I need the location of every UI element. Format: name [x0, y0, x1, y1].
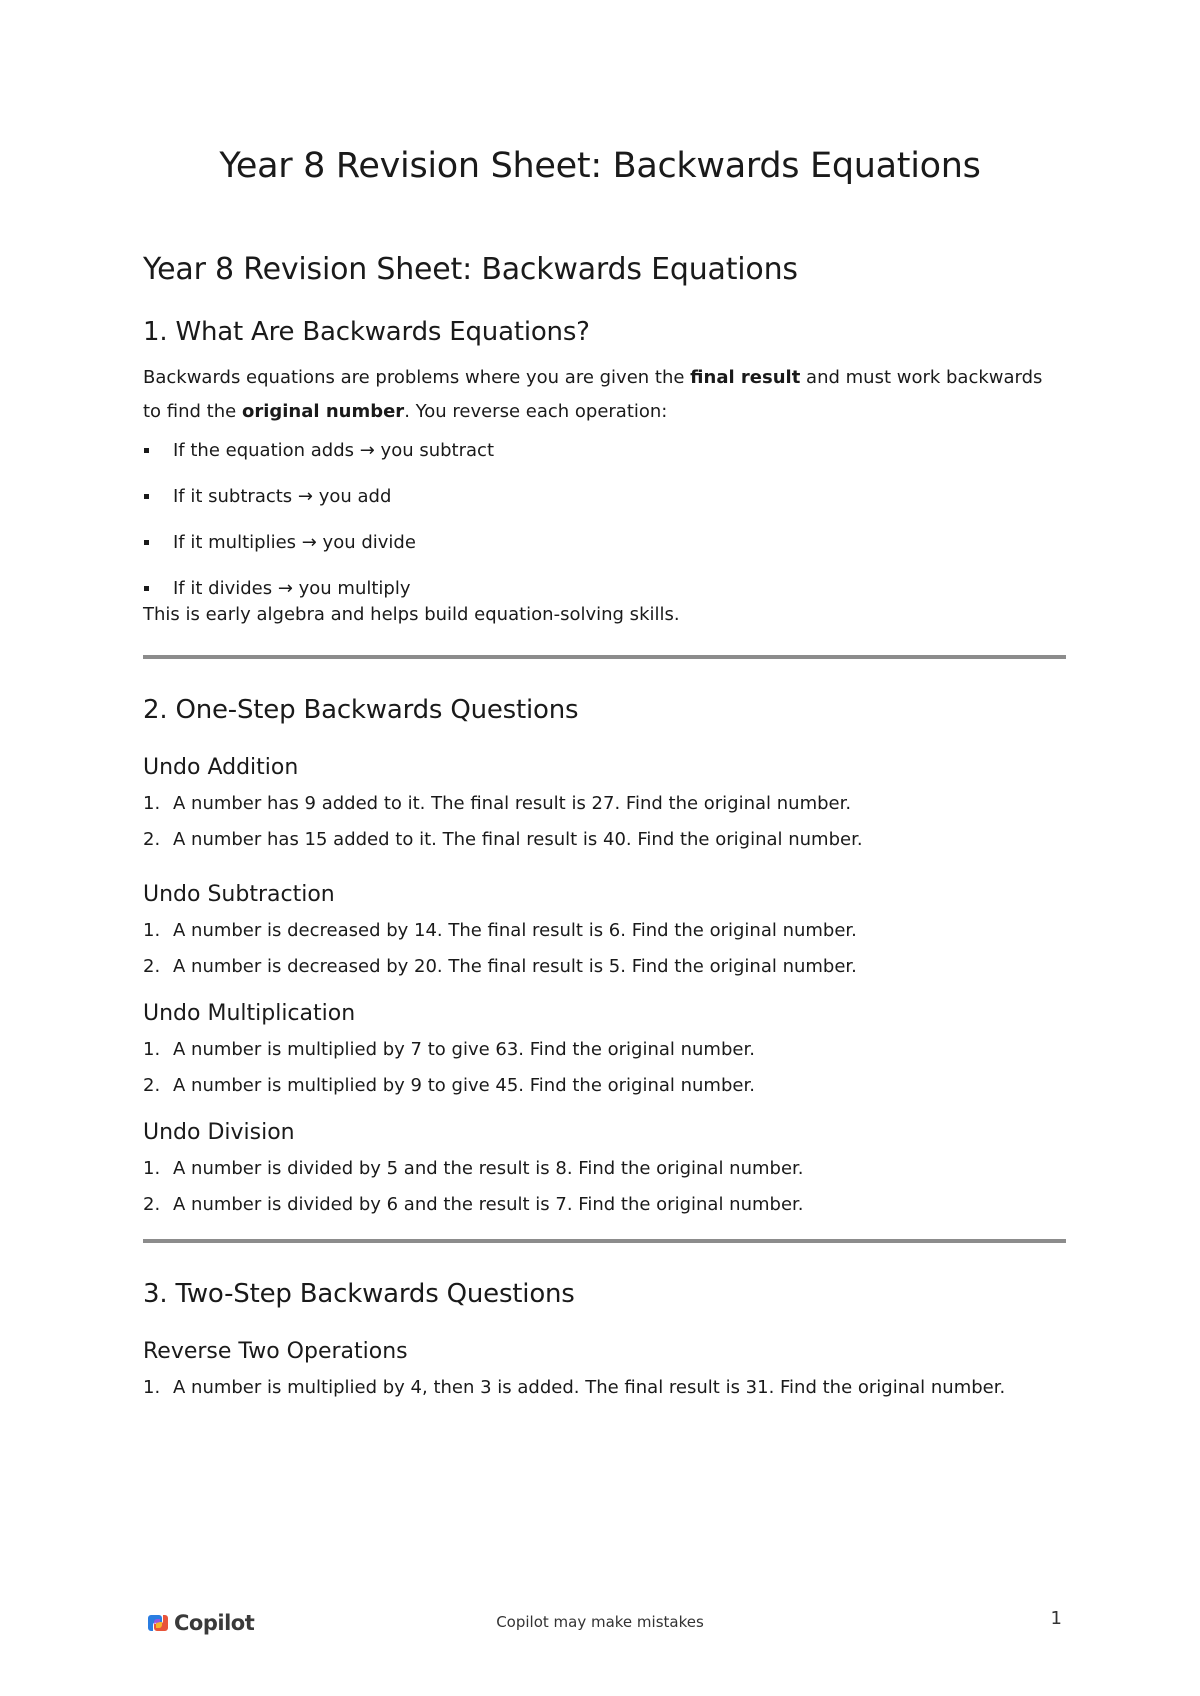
question-number: 2.	[143, 956, 161, 977]
group-heading: Undo Division	[143, 1120, 295, 1145]
question-text: A number is multiplied by 7 to give 63. Find the original number.	[173, 1039, 755, 1060]
group-heading: Reverse Two Operations	[143, 1339, 408, 1364]
bullet-icon	[144, 586, 149, 591]
operation-rules-list	[143, 439, 1066, 600]
question-item	[143, 1193, 1066, 1217]
section-heading: 3. Two-Step Backwards Questions	[143, 1279, 575, 1309]
intro-text: . You reverse each operation:	[404, 401, 668, 422]
question-item	[143, 919, 1066, 943]
list-item	[143, 485, 1066, 508]
question-number: 1.	[143, 920, 161, 941]
section-two-step-questions	[143, 1279, 1066, 1400]
section-what-are-backwards-equations	[143, 317, 1066, 627]
question-number: 2.	[143, 829, 161, 850]
list-item-text: If it subtracts → you add	[173, 486, 392, 507]
question-group-undo-subtraction	[143, 882, 1066, 979]
list-item	[143, 531, 1066, 554]
question-group-undo-division	[143, 1120, 1066, 1217]
closing-paragraph: This is early algebra and helps build equation-solving skills.	[143, 604, 680, 625]
list-item-text: If it multiplies → you divide	[173, 532, 416, 553]
question-text: A number is decreased by 14. The final result is 6. Find the original number.	[173, 920, 857, 941]
question-list	[143, 792, 1066, 852]
group-heading: Undo Multiplication	[143, 1001, 356, 1026]
question-text: A number is multiplied by 9 to give 45. Find the original number.	[173, 1075, 755, 1096]
document-content	[143, 252, 1066, 1412]
question-text: A number is multiplied by 4, then 3 is added. The final result is 31. Find the original number.	[173, 1377, 1006, 1398]
intro-emphasis-original-number: original number	[241, 401, 405, 422]
list-item	[143, 577, 1066, 600]
intro-paragraph	[143, 361, 1066, 429]
question-text: A number is divided by 5 and the result is 8. Find the original number.	[173, 1158, 804, 1179]
question-number: 1.	[143, 1039, 161, 1060]
group-heading: Undo Addition	[143, 755, 299, 780]
section-heading: 2. One-Step Backwards Questions	[143, 695, 579, 725]
question-item	[143, 1376, 1066, 1400]
page-number: 1	[1050, 1608, 1062, 1629]
question-number: 2.	[143, 1075, 161, 1096]
bullet-icon	[144, 448, 149, 453]
question-item	[143, 792, 1066, 816]
page-heading: Year 8 Revision Sheet: Backwards Equations	[143, 252, 798, 287]
question-item	[143, 955, 1066, 979]
question-list	[143, 1376, 1066, 1400]
intro-text: and must work backwards to find the	[143, 367, 1043, 422]
question-item	[143, 1038, 1066, 1062]
question-group-undo-addition	[143, 755, 1066, 852]
document-title: Year 8 Revision Sheet: Backwards Equations	[219, 146, 981, 186]
footer-disclaimer: Copilot may make mistakes	[496, 1613, 704, 1631]
question-number: 1.	[143, 1158, 161, 1179]
section-one-step-questions	[143, 695, 1066, 1217]
bullet-icon	[144, 540, 149, 545]
section-divider	[143, 1239, 1066, 1243]
intro-text: Backwards equations are problems where you are given the	[143, 367, 691, 388]
question-number: 1.	[143, 793, 161, 814]
question-group-reverse-two-operations	[143, 1339, 1066, 1400]
question-number: 2.	[143, 1194, 161, 1215]
list-item-text: If it divides → you multiply	[173, 578, 411, 599]
question-text: A number is decreased by 20. The final result is 5. Find the original number.	[173, 956, 857, 977]
question-number: 1.	[143, 1377, 161, 1398]
question-item	[143, 1074, 1066, 1098]
bullet-icon	[144, 494, 149, 499]
section-heading: 1. What Are Backwards Equations?	[143, 317, 590, 347]
question-list	[143, 1038, 1066, 1098]
question-list	[143, 1157, 1066, 1217]
question-text: A number has 9 added to it. The final result is 27. Find the original number.	[173, 793, 852, 814]
question-group-undo-multiplication	[143, 1001, 1066, 1098]
list-item	[143, 439, 1066, 462]
question-item	[143, 1157, 1066, 1181]
question-list	[143, 919, 1066, 979]
list-item-text: If the equation adds → you subtract	[173, 440, 495, 461]
question-text: A number is divided by 6 and the result is 7. Find the original number.	[173, 1194, 804, 1215]
question-item	[143, 828, 1066, 852]
copilot-logo-text: Copilot	[174, 1611, 255, 1635]
section-divider	[143, 655, 1066, 659]
group-heading: Undo Subtraction	[143, 882, 335, 907]
question-text: A number has 15 added to it. The final result is 40. Find the original number.	[173, 829, 863, 850]
intro-emphasis-final-result: final result	[690, 367, 801, 388]
